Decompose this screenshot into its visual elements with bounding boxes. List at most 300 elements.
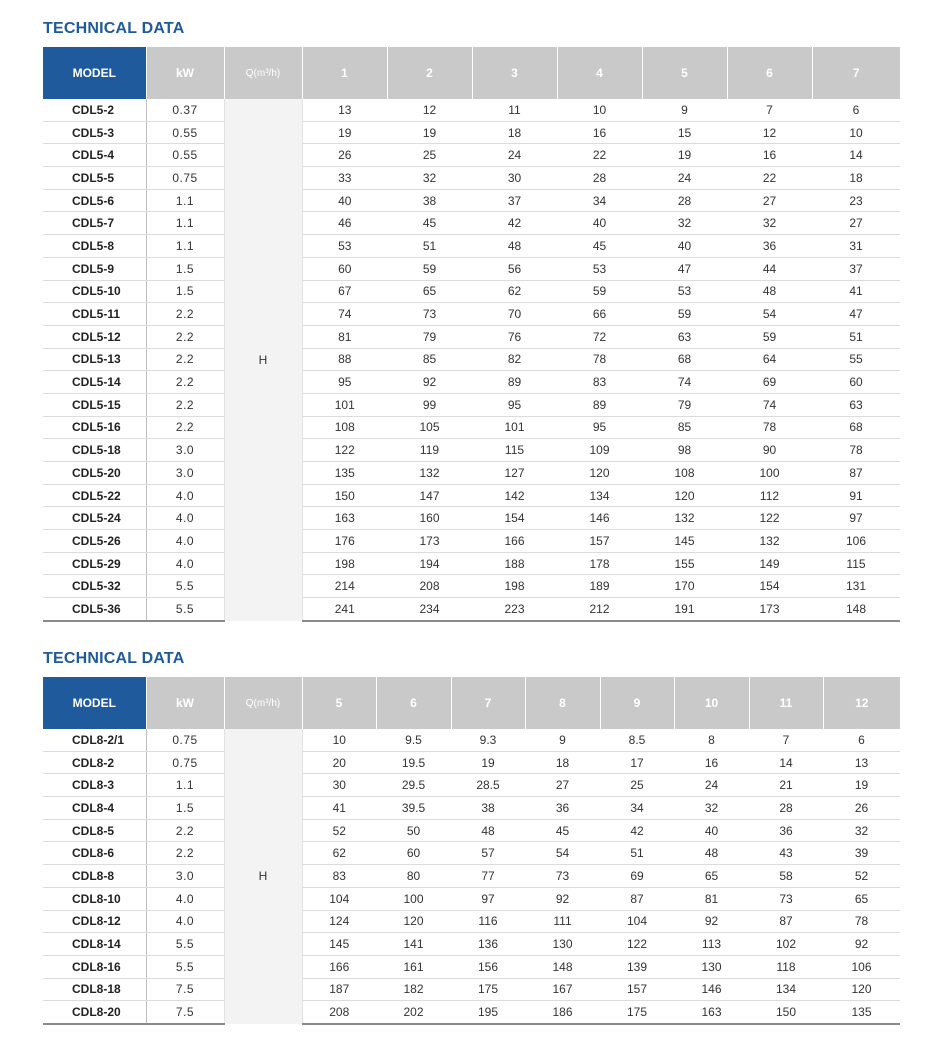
kw-cell: 1.5 bbox=[146, 797, 224, 820]
head-value-cell: 95 bbox=[557, 416, 642, 439]
head-value-cell: 90 bbox=[727, 439, 812, 462]
head-value-cell: 157 bbox=[600, 978, 674, 1001]
model-cell: CDL5-4 bbox=[43, 144, 146, 167]
table-row bbox=[43, 280, 900, 303]
head-value-cell: 167 bbox=[525, 978, 600, 1001]
model-cell: CDL8-5 bbox=[43, 819, 146, 842]
model-cell: CDL5-29 bbox=[43, 552, 146, 575]
head-value-cell: 104 bbox=[302, 887, 376, 910]
head-value-cell: 29.5 bbox=[376, 774, 451, 797]
model-cell: CDL5-12 bbox=[43, 325, 146, 348]
head-value-cell: 76 bbox=[472, 325, 557, 348]
head-value-cell: 32 bbox=[727, 212, 812, 235]
head-value-cell: 44 bbox=[727, 257, 812, 280]
head-value-cell: 132 bbox=[642, 507, 727, 530]
head-label-cell: H bbox=[224, 99, 302, 621]
table-row bbox=[43, 189, 900, 212]
table-row bbox=[43, 325, 900, 348]
head-value-cell: 154 bbox=[727, 575, 812, 598]
table-row bbox=[43, 99, 900, 121]
head-value-cell: 79 bbox=[387, 325, 472, 348]
head-value-cell: 97 bbox=[812, 507, 900, 530]
head-value-cell: 52 bbox=[823, 865, 900, 888]
kw-cell: 1.5 bbox=[146, 257, 224, 280]
head-value-cell: 38 bbox=[451, 797, 525, 820]
head-value-cell: 7 bbox=[749, 729, 823, 751]
head-value-cell: 28 bbox=[642, 189, 727, 212]
head-value-cell: 39.5 bbox=[376, 797, 451, 820]
head-value-cell: 58 bbox=[749, 865, 823, 888]
model-cell: CDL5-22 bbox=[43, 484, 146, 507]
head-value-cell: 14 bbox=[749, 751, 823, 774]
model-cell: CDL5-6 bbox=[43, 189, 146, 212]
head-value-cell: 10 bbox=[557, 99, 642, 121]
head-value-cell: 9 bbox=[525, 729, 600, 751]
head-value-cell: 8.5 bbox=[600, 729, 674, 751]
head-value-cell: 12 bbox=[727, 121, 812, 144]
header-flow-value: 5 bbox=[642, 47, 727, 99]
head-value-cell: 51 bbox=[600, 842, 674, 865]
head-value-cell: 38 bbox=[387, 189, 472, 212]
table-row bbox=[43, 507, 900, 530]
model-cell: CDL8-2 bbox=[43, 751, 146, 774]
table-row bbox=[43, 575, 900, 598]
head-value-cell: 36 bbox=[525, 797, 600, 820]
head-value-cell: 91 bbox=[812, 484, 900, 507]
head-value-cell: 54 bbox=[727, 303, 812, 326]
kw-cell: 0.55 bbox=[146, 121, 224, 144]
head-value-cell: 65 bbox=[823, 887, 900, 910]
head-value-cell: 10 bbox=[302, 729, 376, 751]
kw-cell: 1.1 bbox=[146, 212, 224, 235]
kw-cell: 4.0 bbox=[146, 484, 224, 507]
head-value-cell: 43 bbox=[749, 842, 823, 865]
kw-cell: 5.5 bbox=[146, 598, 224, 621]
head-value-cell: 14 bbox=[812, 144, 900, 167]
table-row bbox=[43, 348, 900, 371]
head-value-cell: 157 bbox=[557, 530, 642, 553]
model-cell: CDL5-26 bbox=[43, 530, 146, 553]
head-value-cell: 175 bbox=[600, 1001, 674, 1024]
head-value-cell: 26 bbox=[302, 144, 387, 167]
head-value-cell: 6 bbox=[823, 729, 900, 751]
head-value-cell: 9.5 bbox=[376, 729, 451, 751]
table-row bbox=[43, 121, 900, 144]
header-flow-value: 2 bbox=[387, 47, 472, 99]
head-value-cell: 81 bbox=[302, 325, 387, 348]
header-kw: kW bbox=[146, 677, 224, 729]
table-row bbox=[43, 729, 900, 751]
head-value-cell: 146 bbox=[557, 507, 642, 530]
kw-cell: 2.2 bbox=[146, 393, 224, 416]
head-value-cell: 37 bbox=[472, 189, 557, 212]
head-value-cell: 25 bbox=[387, 144, 472, 167]
head-value-cell: 98 bbox=[642, 439, 727, 462]
head-value-cell: 42 bbox=[472, 212, 557, 235]
kw-cell: 2.2 bbox=[146, 819, 224, 842]
head-value-cell: 78 bbox=[727, 416, 812, 439]
head-value-cell: 85 bbox=[387, 348, 472, 371]
kw-cell: 7.5 bbox=[146, 978, 224, 1001]
section-title: TECHNICAL DATA bbox=[43, 650, 185, 667]
head-value-cell: 28 bbox=[557, 167, 642, 190]
model-cell: CDL8-16 bbox=[43, 955, 146, 978]
header-flow-value: 12 bbox=[823, 677, 900, 729]
kw-cell: 1.1 bbox=[146, 235, 224, 258]
head-value-cell: 141 bbox=[376, 933, 451, 956]
table-row bbox=[43, 865, 900, 888]
head-value-cell: 87 bbox=[812, 462, 900, 485]
head-value-cell: 150 bbox=[302, 484, 387, 507]
head-value-cell: 118 bbox=[749, 955, 823, 978]
kw-cell: 4.0 bbox=[146, 910, 224, 933]
table-row bbox=[43, 530, 900, 553]
kw-cell: 0.75 bbox=[146, 729, 224, 751]
head-value-cell: 189 bbox=[557, 575, 642, 598]
head-value-cell: 135 bbox=[302, 462, 387, 485]
head-value-cell: 13 bbox=[823, 751, 900, 774]
kw-cell: 3.0 bbox=[146, 865, 224, 888]
head-value-cell: 202 bbox=[376, 1001, 451, 1024]
head-value-cell: 95 bbox=[472, 393, 557, 416]
head-value-cell: 100 bbox=[727, 462, 812, 485]
head-value-cell: 59 bbox=[387, 257, 472, 280]
head-value-cell: 45 bbox=[525, 819, 600, 842]
head-value-cell: 19 bbox=[302, 121, 387, 144]
head-value-cell: 149 bbox=[727, 552, 812, 575]
head-value-cell: 89 bbox=[557, 393, 642, 416]
table-row bbox=[43, 303, 900, 326]
header-flow-value: 7 bbox=[812, 47, 900, 99]
head-value-cell: 59 bbox=[727, 325, 812, 348]
table-row bbox=[43, 933, 900, 956]
head-value-cell: 48 bbox=[727, 280, 812, 303]
head-value-cell: 28.5 bbox=[451, 774, 525, 797]
head-value-cell: 191 bbox=[642, 598, 727, 621]
head-value-cell: 175 bbox=[451, 978, 525, 1001]
model-cell: CDL8-14 bbox=[43, 933, 146, 956]
model-cell: CDL5-3 bbox=[43, 121, 146, 144]
head-value-cell: 198 bbox=[302, 552, 387, 575]
head-value-cell: 40 bbox=[674, 819, 749, 842]
head-value-cell: 111 bbox=[525, 910, 600, 933]
head-value-cell: 74 bbox=[302, 303, 387, 326]
head-value-cell: 87 bbox=[600, 887, 674, 910]
head-value-cell: 73 bbox=[749, 887, 823, 910]
head-value-cell: 62 bbox=[472, 280, 557, 303]
head-value-cell: 106 bbox=[812, 530, 900, 553]
model-cell: CDL5-7 bbox=[43, 212, 146, 235]
head-value-cell: 12 bbox=[387, 99, 472, 121]
table-row bbox=[43, 144, 900, 167]
head-value-cell: 6 bbox=[812, 99, 900, 121]
header-row bbox=[43, 677, 900, 729]
head-value-cell: 77 bbox=[451, 865, 525, 888]
head-value-cell: 63 bbox=[812, 393, 900, 416]
table-row bbox=[43, 598, 900, 621]
head-value-cell: 102 bbox=[749, 933, 823, 956]
head-value-cell: 79 bbox=[642, 393, 727, 416]
head-value-cell: 99 bbox=[387, 393, 472, 416]
head-value-cell: 27 bbox=[727, 189, 812, 212]
head-value-cell: 156 bbox=[451, 955, 525, 978]
kw-cell: 1.5 bbox=[146, 280, 224, 303]
head-value-cell: 139 bbox=[600, 955, 674, 978]
head-value-cell: 108 bbox=[302, 416, 387, 439]
head-value-cell: 13 bbox=[302, 99, 387, 121]
head-value-cell: 134 bbox=[749, 978, 823, 1001]
header-flow-value: 1 bbox=[302, 47, 387, 99]
head-value-cell: 74 bbox=[642, 371, 727, 394]
head-value-cell: 112 bbox=[727, 484, 812, 507]
head-value-cell: 51 bbox=[812, 325, 900, 348]
head-value-cell: 41 bbox=[812, 280, 900, 303]
head-value-cell: 182 bbox=[376, 978, 451, 1001]
table-row bbox=[43, 842, 900, 865]
head-value-cell: 22 bbox=[727, 167, 812, 190]
kw-cell: 2.2 bbox=[146, 842, 224, 865]
head-value-cell: 89 bbox=[472, 371, 557, 394]
header-flow-value: 7 bbox=[451, 677, 525, 729]
head-value-cell: 68 bbox=[812, 416, 900, 439]
header-flow-unit: Q(m³/h) bbox=[224, 677, 302, 729]
kw-cell: 1.1 bbox=[146, 189, 224, 212]
head-value-cell: 67 bbox=[302, 280, 387, 303]
head-value-cell: 51 bbox=[387, 235, 472, 258]
head-value-cell: 198 bbox=[472, 575, 557, 598]
table-row bbox=[43, 371, 900, 394]
head-value-cell: 208 bbox=[387, 575, 472, 598]
model-cell: CDL8-3 bbox=[43, 774, 146, 797]
head-value-cell: 34 bbox=[600, 797, 674, 820]
head-value-cell: 109 bbox=[557, 439, 642, 462]
head-value-cell: 101 bbox=[302, 393, 387, 416]
kw-cell: 0.37 bbox=[146, 99, 224, 121]
head-value-cell: 87 bbox=[749, 910, 823, 933]
head-value-cell: 48 bbox=[451, 819, 525, 842]
head-value-cell: 15 bbox=[642, 121, 727, 144]
head-value-cell: 20 bbox=[302, 751, 376, 774]
head-value-cell: 62 bbox=[302, 842, 376, 865]
head-value-cell: 115 bbox=[472, 439, 557, 462]
table-row bbox=[43, 484, 900, 507]
head-value-cell: 36 bbox=[749, 819, 823, 842]
head-value-cell: 132 bbox=[387, 462, 472, 485]
table-row bbox=[43, 552, 900, 575]
head-value-cell: 115 bbox=[812, 552, 900, 575]
head-value-cell: 82 bbox=[472, 348, 557, 371]
head-value-cell: 145 bbox=[642, 530, 727, 553]
head-value-cell: 166 bbox=[472, 530, 557, 553]
head-value-cell: 37 bbox=[812, 257, 900, 280]
head-value-cell: 33 bbox=[302, 167, 387, 190]
head-value-cell: 52 bbox=[302, 819, 376, 842]
table-row bbox=[43, 797, 900, 820]
head-value-cell: 25 bbox=[600, 774, 674, 797]
kw-cell: 7.5 bbox=[146, 1001, 224, 1024]
head-value-cell: 223 bbox=[472, 598, 557, 621]
model-cell: CDL5-11 bbox=[43, 303, 146, 326]
head-value-cell: 146 bbox=[674, 978, 749, 1001]
head-value-cell: 50 bbox=[376, 819, 451, 842]
kw-cell: 2.2 bbox=[146, 325, 224, 348]
head-value-cell: 132 bbox=[727, 530, 812, 553]
head-value-cell: 95 bbox=[302, 371, 387, 394]
head-value-cell: 16 bbox=[727, 144, 812, 167]
head-value-cell: 8 bbox=[674, 729, 749, 751]
head-value-cell: 166 bbox=[302, 955, 376, 978]
table-row bbox=[43, 416, 900, 439]
head-value-cell: 32 bbox=[642, 212, 727, 235]
model-cell: CDL8-10 bbox=[43, 887, 146, 910]
head-value-cell: 78 bbox=[557, 348, 642, 371]
model-cell: CDL5-15 bbox=[43, 393, 146, 416]
header-flow-value: 8 bbox=[525, 677, 600, 729]
head-value-cell: 21 bbox=[749, 774, 823, 797]
header-model: MODEL bbox=[43, 677, 146, 729]
head-value-cell: 195 bbox=[451, 1001, 525, 1024]
head-value-cell: 83 bbox=[557, 371, 642, 394]
model-cell: CDL8-20 bbox=[43, 1001, 146, 1024]
model-cell: CDL5-20 bbox=[43, 462, 146, 485]
head-value-cell: 23 bbox=[812, 189, 900, 212]
head-value-cell: 145 bbox=[302, 933, 376, 956]
model-cell: CDL5-2 bbox=[43, 99, 146, 121]
header-flow-unit: Q(m³/h) bbox=[224, 47, 302, 99]
model-cell: CDL5-16 bbox=[43, 416, 146, 439]
head-value-cell: 40 bbox=[642, 235, 727, 258]
technical-data-table-cdl5 bbox=[43, 47, 900, 622]
head-value-cell: 32 bbox=[823, 819, 900, 842]
head-value-cell: 60 bbox=[812, 371, 900, 394]
head-value-cell: 188 bbox=[472, 552, 557, 575]
kw-cell: 3.0 bbox=[146, 439, 224, 462]
head-value-cell: 54 bbox=[525, 842, 600, 865]
model-cell: CDL5-9 bbox=[43, 257, 146, 280]
head-value-cell: 154 bbox=[472, 507, 557, 530]
header-flow-value: 10 bbox=[674, 677, 749, 729]
head-value-cell: 214 bbox=[302, 575, 387, 598]
head-value-cell: 24 bbox=[472, 144, 557, 167]
header-row bbox=[43, 47, 900, 99]
head-value-cell: 48 bbox=[674, 842, 749, 865]
head-value-cell: 101 bbox=[472, 416, 557, 439]
head-value-cell: 83 bbox=[302, 865, 376, 888]
head-value-cell: 19 bbox=[823, 774, 900, 797]
table-row bbox=[43, 910, 900, 933]
table-row bbox=[43, 439, 900, 462]
head-value-cell: 19 bbox=[642, 144, 727, 167]
head-value-cell: 24 bbox=[642, 167, 727, 190]
head-value-cell: 19 bbox=[451, 751, 525, 774]
head-value-cell: 131 bbox=[812, 575, 900, 598]
kw-cell: 0.75 bbox=[146, 751, 224, 774]
head-value-cell: 88 bbox=[302, 348, 387, 371]
head-value-cell: 81 bbox=[674, 887, 749, 910]
kw-cell: 0.75 bbox=[146, 167, 224, 190]
model-cell: CDL5-14 bbox=[43, 371, 146, 394]
model-cell: CDL8-2/1 bbox=[43, 729, 146, 751]
head-value-cell: 32 bbox=[387, 167, 472, 190]
section-title: TECHNICAL DATA bbox=[43, 20, 185, 37]
head-value-cell: 60 bbox=[302, 257, 387, 280]
head-value-cell: 18 bbox=[472, 121, 557, 144]
head-value-cell: 17 bbox=[600, 751, 674, 774]
head-value-cell: 136 bbox=[451, 933, 525, 956]
table-row bbox=[43, 955, 900, 978]
header-flow-value: 6 bbox=[727, 47, 812, 99]
model-cell: CDL5-13 bbox=[43, 348, 146, 371]
head-value-cell: 47 bbox=[812, 303, 900, 326]
head-value-cell: 100 bbox=[376, 887, 451, 910]
kw-cell: 1.1 bbox=[146, 774, 224, 797]
head-value-cell: 70 bbox=[472, 303, 557, 326]
head-value-cell: 68 bbox=[642, 348, 727, 371]
head-value-cell: 113 bbox=[674, 933, 749, 956]
table-row bbox=[43, 774, 900, 797]
table-row bbox=[43, 751, 900, 774]
head-value-cell: 28 bbox=[749, 797, 823, 820]
head-value-cell: 130 bbox=[525, 933, 600, 956]
head-value-cell: 106 bbox=[823, 955, 900, 978]
head-value-cell: 66 bbox=[557, 303, 642, 326]
head-value-cell: 53 bbox=[302, 235, 387, 258]
head-value-cell: 16 bbox=[674, 751, 749, 774]
head-value-cell: 212 bbox=[557, 598, 642, 621]
head-value-cell: 105 bbox=[387, 416, 472, 439]
head-value-cell: 9.3 bbox=[451, 729, 525, 751]
head-value-cell: 130 bbox=[674, 955, 749, 978]
head-value-cell: 56 bbox=[472, 257, 557, 280]
head-value-cell: 42 bbox=[600, 819, 674, 842]
head-value-cell: 60 bbox=[376, 842, 451, 865]
head-value-cell: 64 bbox=[727, 348, 812, 371]
technical-data-table-cdl8 bbox=[43, 677, 900, 1025]
model-cell: CDL8-12 bbox=[43, 910, 146, 933]
head-value-cell: 24 bbox=[674, 774, 749, 797]
head-value-cell: 26 bbox=[823, 797, 900, 820]
head-value-cell: 163 bbox=[674, 1001, 749, 1024]
head-value-cell: 46 bbox=[302, 212, 387, 235]
head-value-cell: 208 bbox=[302, 1001, 376, 1024]
head-value-cell: 142 bbox=[472, 484, 557, 507]
head-value-cell: 155 bbox=[642, 552, 727, 575]
kw-cell: 2.2 bbox=[146, 303, 224, 326]
head-value-cell: 135 bbox=[823, 1001, 900, 1024]
head-value-cell: 45 bbox=[387, 212, 472, 235]
table-row bbox=[43, 235, 900, 258]
head-value-cell: 7 bbox=[727, 99, 812, 121]
head-value-cell: 92 bbox=[525, 887, 600, 910]
head-value-cell: 48 bbox=[472, 235, 557, 258]
head-value-cell: 27 bbox=[525, 774, 600, 797]
table-row bbox=[43, 462, 900, 485]
head-value-cell: 148 bbox=[812, 598, 900, 621]
model-cell: CDL8-8 bbox=[43, 865, 146, 888]
head-value-cell: 57 bbox=[451, 842, 525, 865]
kw-cell: 2.2 bbox=[146, 416, 224, 439]
head-value-cell: 120 bbox=[376, 910, 451, 933]
head-value-cell: 34 bbox=[557, 189, 642, 212]
head-value-cell: 72 bbox=[557, 325, 642, 348]
head-value-cell: 124 bbox=[302, 910, 376, 933]
head-value-cell: 78 bbox=[812, 439, 900, 462]
head-value-cell: 78 bbox=[823, 910, 900, 933]
head-value-cell: 170 bbox=[642, 575, 727, 598]
head-value-cell: 53 bbox=[642, 280, 727, 303]
head-value-cell: 92 bbox=[823, 933, 900, 956]
head-value-cell: 80 bbox=[376, 865, 451, 888]
